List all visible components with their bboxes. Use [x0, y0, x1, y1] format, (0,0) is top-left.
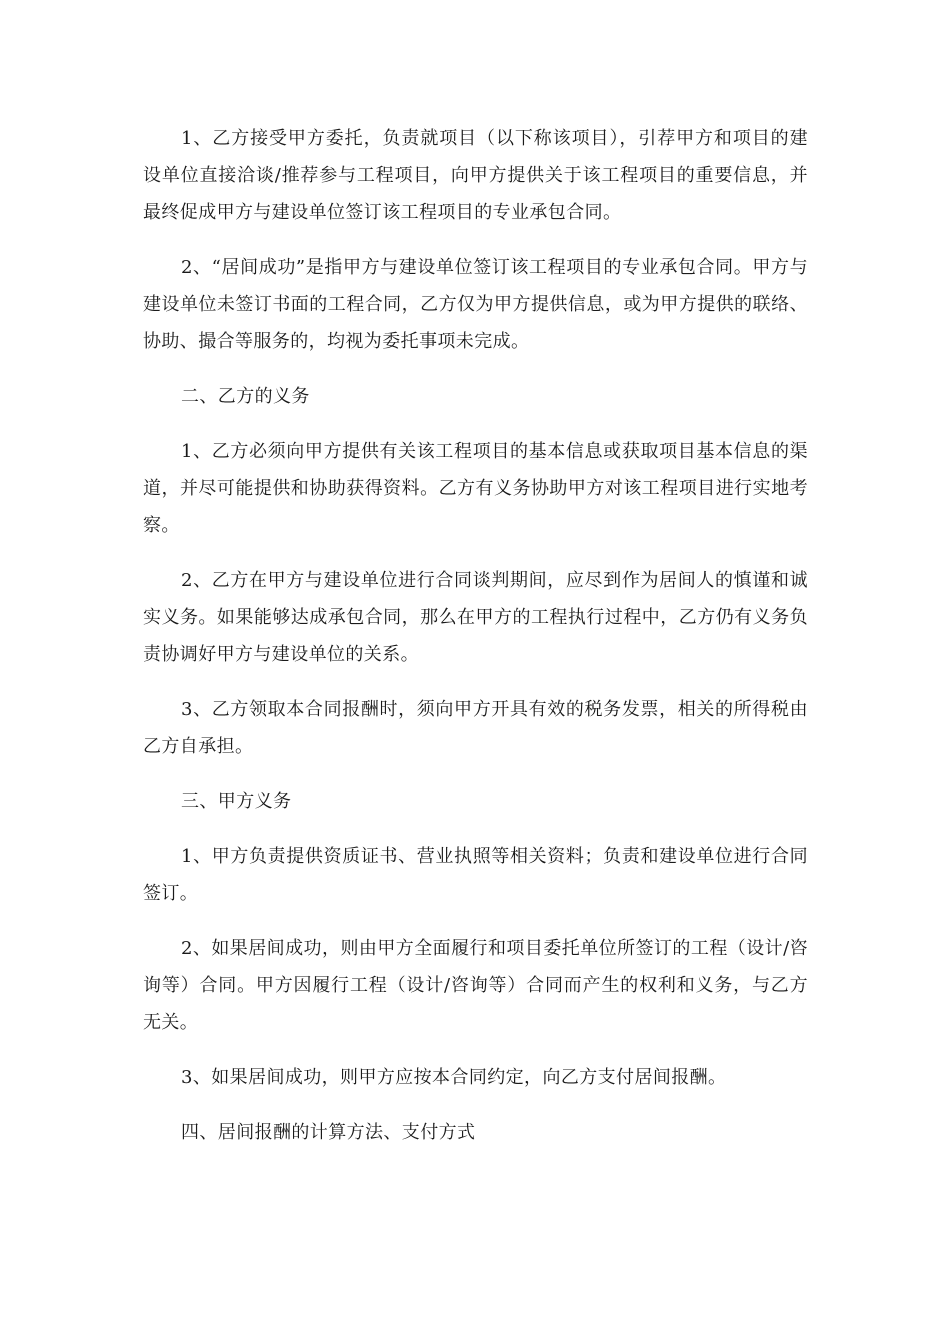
section-heading: 二、乙方的义务 [181, 386, 310, 407]
clause-paragraph: 2、如果居间成功，则由甲方全面履行和项目委托单位所签订的工程（设计/咨询等）合同。甲方因履行工程（设计/咨询等）合同而产生的权利和义务，与乙方无关。 [143, 938, 808, 1033]
section-heading: 三、甲方义务 [181, 791, 292, 812]
clause-paragraph: 2、“居间成功”是指甲方与建设单位签订该工程项目的专业承包合同。甲方与建设单位未签订书面的工程合同，乙方仅为甲方提供信息，或为甲方提供的联络、协助、撮合等服务的，均视为委托事项未完成。 [143, 257, 808, 352]
section-heading: 四、居间报酬的计算方法、支付方式 [181, 1122, 476, 1143]
clause-paragraph: 3、乙方领取本合同报酬时，须向甲方开具有效的税务发票，相关的所得税由乙方自承担。 [143, 699, 808, 757]
clause-paragraph: 3、如果居间成功，则甲方应按本合同约定，向乙方支付居间报酬。 [181, 1067, 727, 1088]
clause-paragraph: 1、乙方必须向甲方提供有关该工程项目的基本信息或获取项目基本信息的渠道，并尽可能提供和协助获得资料。乙方有义务协助甲方对该工程项目进行实地考察。 [143, 441, 808, 536]
document-body [143, 120, 808, 1169]
clause-paragraph: 1、乙方接受甲方委托，负责就项目（以下称该项目），引荐甲方和项目的建设单位直接洽谈/推荐参与工程项目，向甲方提供关于该工程项目的重要信息，并最终促成甲方与建设单位签订该工程项目的专业承包合同。 [143, 128, 808, 223]
clause-paragraph: 2、乙方在甲方与建设单位进行合同谈判期间，应尽到作为居间人的慎谨和诚实义务。如果能够达成承包合同，那么在甲方的工程执行过程中，乙方仍有义务负责协调好甲方与建设单位的关系。 [143, 570, 808, 665]
clause-paragraph: 1、甲方负责提供资质证书、营业执照等相关资料；负责和建设单位进行合同签订。 [143, 846, 808, 904]
